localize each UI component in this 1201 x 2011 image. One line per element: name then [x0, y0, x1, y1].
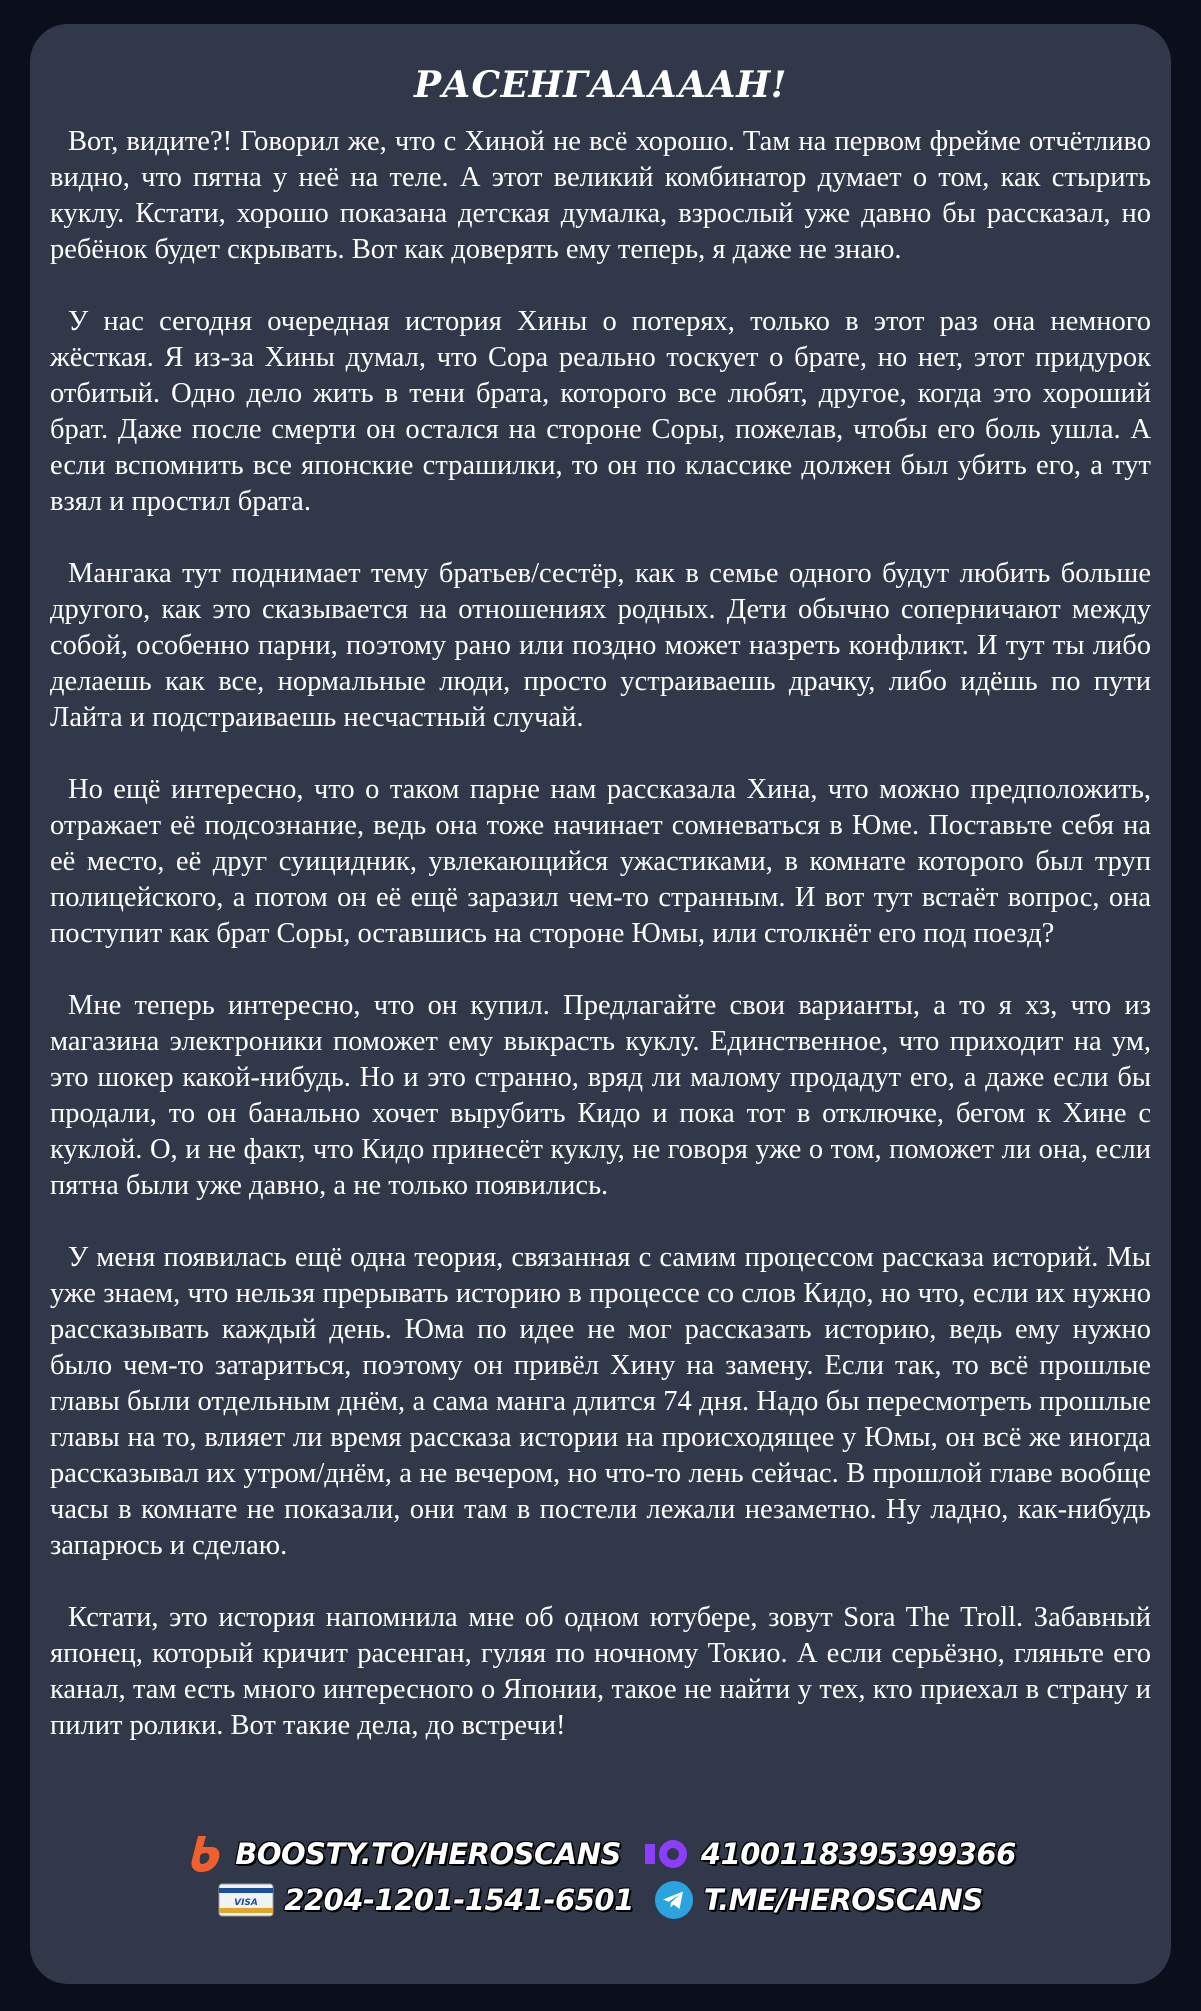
- page-title: РАСЕНГААААAН!: [414, 64, 787, 106]
- footer-row-1: [30, 1834, 1171, 1874]
- paragraph-6: У меня появилась ещё одна теория, связанная с самим процессом рассказа историй. Мы уже знаем, что нельзя прерывать историю в процессе со слов Кидо, но что, если их нужно рассказывать каждый день. Юма по идее не мог рассказать историю, ведь ему нужно было чем-то затариться, поэтому он привёл Хину на замену. Если так, то всё прошлые главы были отдельным днём, а сама манга длится 74 дня. Надо бы пересмотреть прошлые главы на то, влияет ли время рассказа истории на происходящее у Юмы, он всё же иногда рассказывал их утром/днём, а не вечером, но что-то лень сейчас. В прошлой главе вообще часы в комнате не показали, они там в постели лежали незаметно. Ну ладно, как-нибудь запарюсь и сделаю.: [50, 1242, 1151, 1561]
- card-number: 2204-1201-1541-6501: [284, 1883, 634, 1917]
- boosty-url: BOOSTY.TO/HEROSCANS: [235, 1837, 621, 1871]
- visa-label: VISA: [234, 1898, 259, 1908]
- yoomoney-link[interactable]: [641, 1834, 1016, 1874]
- card-number-item[interactable]: [218, 1883, 633, 1917]
- yoomoney-wallet: 4100118395399366: [700, 1837, 1016, 1871]
- telegram-url: T.ME/HEROSCANS: [703, 1883, 983, 1917]
- telegram-icon: [654, 1880, 694, 1920]
- paragraph-3: Мангака тут поднимает тему братьев/сестёр, как в семье одного будут любить больше другого, как это сказывается на отношениях родных. Дети обычно соперничают между собой, особенно парни, поэтому рано или поздно может назреть конфликт. И тут ты либо делаешь как все, нормальные люди, просто устраиваешь драчку, либо идёшь по пути Лайта и подстраиваешь несчастный случай.: [50, 558, 1151, 733]
- paragraph-5: Мне теперь интересно, что он купил. Предлагайте свои варианты, а то я хз, что из магазина электроники поможет ему выкрасть куклу. Единственное, что приходит на ум, это шокер какой-нибудь. Но и это странно, вряд ли малому продадут его, а даже если бы продали, то он банально хочет вырубить Кидо и пока тот в отключке, бегом к Хине с куклой. О, и не факт, что Кидо принесёт куклу, не говоря уже о том, поможет ли она, если пятна были уже давно, а не только появились.: [50, 990, 1151, 1201]
- boosty-icon: [185, 1834, 225, 1874]
- paragraph-1: Вот, видите?! Говорил же, что с Хиной не всё хорошо. Там на первом фрейме отчётливо видно, что пятна у неё на теле. А этот великий комбинатор думает о том, как стырить куклу. Кстати, хорошо показана детская думалка, взрослый уже давно бы рассказал, но ребёнок будет скрывать. Вот как доверять ему теперь, я даже не знаю.: [50, 126, 1151, 265]
- article-body: [50, 124, 1151, 1744]
- visa-card-icon: [218, 1883, 274, 1917]
- footer-row-2: [30, 1880, 1171, 1920]
- yoomoney-icon: [641, 1834, 691, 1874]
- donation-footer: [30, 1834, 1171, 1926]
- telegram-link[interactable]: [654, 1880, 983, 1920]
- paragraph-4: Но ещё интересно, что о таком парне нам рассказала Хина, что можно предположить, отражает её подсознание, ведь она тоже начинает сомневаться в Юме. Поставьте себя на её место, её друг суицидник, увлекающийся ужастиками, в комнате которого был труп полицейского, а потом он её ещё заразил чем-то странным. И вот тут встаёт вопрос, она поступит как брат Соры, оставшись на стороне Юмы, или столкнёт его под поезд?: [50, 774, 1151, 949]
- paragraph-7: Кстати, это история напомнила мне об одном ютубере, зовут Sora The Troll. Забавный японец, который кричит расенган, гуляя по ночному Токио. А если серьёзно, гляньте его канал, там есть много интересного о Японии, такое не найти у тех, кто приехал в страну и пилит ролики. Вот такие дела, до встречи!: [50, 1602, 1151, 1741]
- paragraph-2: У нас сегодня очередная история Хины о потерях, только в этот раз она немного жёсткая. Я из-за Хины думал, что Сора реально тоскует о брате, но нет, этот придурок отбитый. Одно дело жить в тени брата, которого все любят, другое, когда это хороший брат. Даже после смерти он остался на стороне Соры, пожелав, чтобы его боль ушла. А если вспомнить все японские страшилки, то он по классике должен был убить его, а тут взял и простил брата.: [50, 306, 1151, 517]
- content-card: [30, 24, 1171, 1984]
- boosty-link[interactable]: [185, 1834, 621, 1874]
